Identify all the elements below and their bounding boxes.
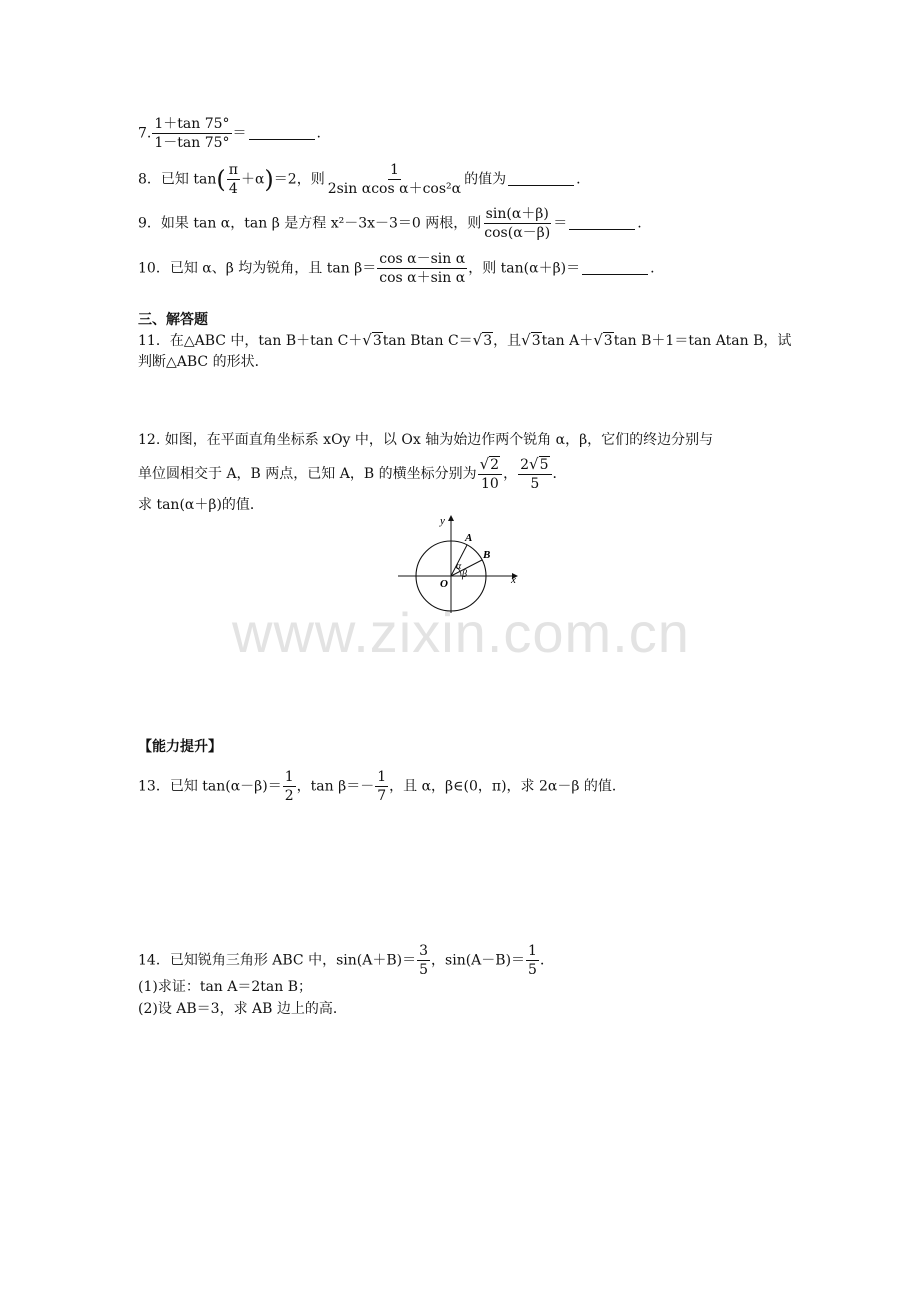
question-8: 8．已知 tan( $\frac{\pi}{4}$ ＋α)＝2，则 $\frac{1}{\text{2sin αcos α＋cos²α}}$ 的值为 . <box>138 162 581 197</box>
watermark: www.zixin.com.cn <box>232 601 690 664</box>
origin-label: O <box>440 578 448 590</box>
fraction: $\frac{\sin(\alpha+\beta)}{\cos(\alpha-\beta)}$ <box>484 206 551 241</box>
point-a-label: A <box>465 532 473 544</box>
question-14: 14．已知锐角三角形 ABC 中，sin(A＋B)＝ $\frac{3}{5}$ ，sin(A－B)＝ $\frac{1}{5}$ ． <box>138 943 554 978</box>
fraction: $\frac{1}{\text{2sin αcos α＋cos²α}}$ <box>327 162 462 197</box>
question-11-line2: 判断△ABC 的形状． <box>138 354 269 370</box>
question-12-line3: 求 tan(α＋β)的值． <box>138 497 264 513</box>
fraction: $\frac{\pi}{4}$ <box>228 162 238 197</box>
fraction: $\frac{3}{5}$ <box>419 943 429 978</box>
question-13: 13．已知 tan(α－β)＝ $\frac{1}{2}$ ，tan β＝－ $\frac{1}{7}$ ，且 α，β∈(0，π)，求 2α－β 的值． <box>138 769 626 804</box>
sqrt: √3 <box>472 331 493 349</box>
question-9: 9．如果 tan α，tan β 是方程 x²－3x－3＝0 两根，则 $\frac{\sin(\alpha+\beta)}{\cos(\alpha-\beta)}$ ＝ . <box>138 206 642 241</box>
question-14-part-2: (2)设 AB＝3，求 AB 边上的高． <box>138 1001 347 1017</box>
question-10: 10．已知 α、β 均为锐角，且 tan β＝ $\frac{\text{cos α－sin α}}{\text{cos α＋sin α}}$ ，则 tan(α＋β)＝ . <box>138 251 655 286</box>
answer-blank[interactable] <box>249 125 315 140</box>
sqrt: √3 <box>593 331 613 349</box>
question-12-line2: 单位圆相交于 A，B 两点，已知 A，B 的横坐标分别为 $\frac{√2}{10}$ ， $\frac{2√5}{5}$ ． <box>138 455 567 492</box>
question-number: 7 <box>138 125 147 142</box>
fraction: $\frac{1+\tan 75^\circ}{1-\tan 75^\circ}$ <box>154 116 230 151</box>
alpha-label: α <box>456 561 462 572</box>
fraction: $\frac{\text{cos α－sin α}}{\text{cos α＋sin α}}$ <box>379 251 466 286</box>
beta-label: β <box>462 569 467 580</box>
y-label: y <box>440 515 445 527</box>
question-11: 11．在△ABC 中，tan B＋tan C＋√3tan Btan C＝√3，且√3tan A＋√3tan B＋1＝tan Atan B，试 <box>138 331 792 349</box>
sqrt: √3 <box>521 331 541 349</box>
fraction: $\frac{2√5}{5}$ <box>518 455 551 493</box>
question-12: 12. 如图，在平面直角坐标系 xOy 中，以 Ox 轴为始边作两个锐角 α，β，它们的终边分别与 <box>138 432 714 448</box>
question-14-part-1: (1)求证：tan A＝2tan B； <box>138 979 313 995</box>
fraction: $\frac{1}{7}$ <box>377 769 387 804</box>
fraction: $\frac{1}{2}$ <box>284 769 294 804</box>
fraction: $\frac{1}{5}$ <box>528 943 537 978</box>
sqrt: √3 <box>362 331 382 349</box>
answer-blank[interactable] <box>508 171 574 186</box>
answer-blank[interactable] <box>569 215 635 230</box>
fraction: $\frac{√2}{10}$ <box>478 455 502 493</box>
point-b-label: B <box>483 549 491 561</box>
section-title: 三、解答题 <box>138 312 208 328</box>
answer-blank[interactable] <box>582 260 648 275</box>
x-label: x <box>511 574 516 586</box>
question-7: 7. $\frac{1+\tan 75^\circ}{1-\tan 75^\circ}$ ＝ . <box>138 116 321 151</box>
section-title-ability: 【能力提升】 <box>138 739 222 755</box>
